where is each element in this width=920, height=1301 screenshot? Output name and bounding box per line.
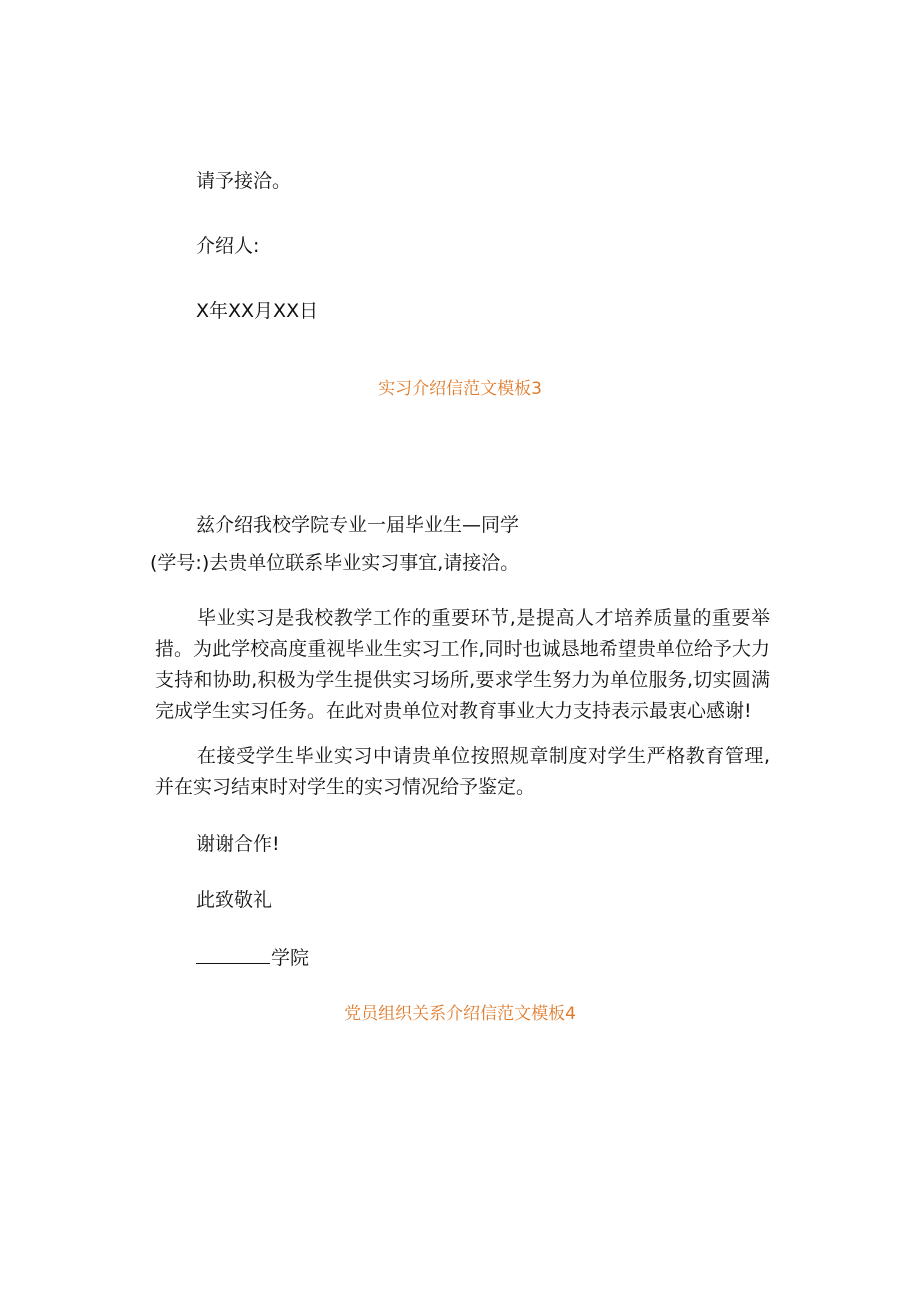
closing-line: 请予接洽。 [196,170,292,192]
section-title-template-4: 党员组织关系介绍信范文模板4 [344,1004,576,1024]
intro-line-2: (学号:)去贵单位联系毕业实习事宜,请接洽。 [150,552,520,574]
signature-blank [196,945,270,964]
body-paragraph-1: 毕业实习是我校教学工作的重要环节,是提高人才培养质量的重要举措。为此学校高度重视毕业生实习工作,同时也诚恳地希望贵单位给予大力支持和协助,积极为学生提供实习场所,要求学生努力为单位服务,切实圆满完成学生实习任务。在此对贵单位对教育事业大力支持表示最衷心感谢! [155,607,770,722]
signature-line [196,945,309,970]
section-title-template-3: 实习介绍信范文模板3 [378,379,542,399]
signature-suffix: 学院 [271,947,310,969]
regards-line: 此致敬礼 [196,889,273,911]
intro-line-1: 兹介绍我校学院专业一届毕业生—同学 [196,514,520,536]
introducer-label: 介绍人: [196,235,260,257]
thanks-line: 谢谢合作! [196,833,280,855]
date-line: X年XX月XX日 [196,300,319,322]
body-paragraph-2: 在接受学生毕业实习中请贵单位按照规章制度对学生严格教育管理,并在实习结束时对学生的实习情况给予鉴定。 [155,745,770,798]
